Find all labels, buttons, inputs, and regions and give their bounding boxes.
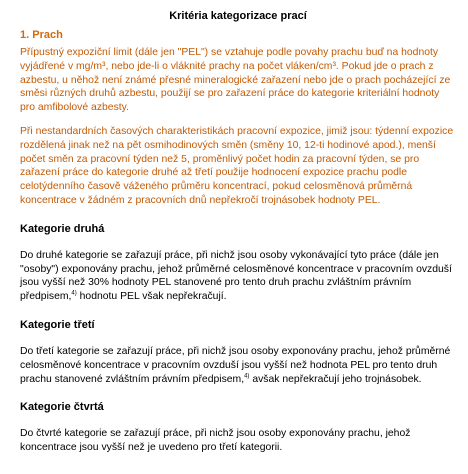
section-heading: 1. Prach bbox=[20, 29, 63, 41]
category-4-text-main: Do čtvrté kategorie se zařazují práce, při nichž jsou osoby exponovány prachu, jehož koncentrace jsou vyšší než je uvedeno pro třetí kategorii. bbox=[20, 428, 411, 454]
category-2-footnote-ref: 4) bbox=[71, 290, 77, 297]
document-title: Kritéria kategorizace prací bbox=[169, 10, 307, 22]
paragraph-pel-definition: Přípustný expoziční limit (dále jen "PEL") se vztahuje podle povahy prachu buď na hodnoty vyjádřené v mg/m³, nebo jde-li o vláknité prachy na počet vláken/cm³. Pokud jde o prach z azbestu, u něhož není známé přesné mineralogické zařazení nebo jde o prach pocházející ze směsi různých druhů azbestu, použijí se pro zařazení práce do kategorie kriteriální hodnoty pro amfibolové azbesty. bbox=[20, 47, 451, 114]
category-4-heading: Kategorie čtvrtá bbox=[20, 401, 104, 414]
category-2-text bbox=[20, 249, 456, 304]
paragraph-nonstandard-exposure: Při nestandardních časových charakteristikách pracovní expozice, jimiž jsou: týdenní expozice rozdělená jinak než na pět osmihodinových směn (směny 10, 12-ti hodinové apod.), menší počet směn za pracovní týden než 5, proměnlivý počet hodin za pracovní týden, se pro zařazení práce do kategorie druhé až třetí použije hodnocení expozice prachu podle celotýdenního časově váženého průměru koncentrací, pokud celosměnová průměrná koncentrace v žádném z pracovních dnů nepřekročí trojnásobek hodnoty PEL. bbox=[20, 125, 454, 206]
category-3-heading: Kategorie třetí bbox=[20, 318, 95, 331]
category-3-footnote-ref: 4) bbox=[244, 373, 250, 380]
category-2-text-end: hodnotu PEL však nepřekračují. bbox=[76, 291, 227, 303]
category-3-text-main: Do třetí kategorie se zařazují práce, při nichž jsou osoby exponovány prachu, jehož průměrné celosměnové koncentrace v pracovním ovzduší jsou vyšší než hodnota PEL pro tento druh prachu stanovené zvláštním právním předpisem, bbox=[20, 345, 451, 385]
category-2-text-main: Do druhé kategorie se zařazují práce, při nichž jsou osoby vykonávající tyto práce (dále jen "osoby") exponovány prachu, jehož průměrné celosměnové koncentrace v pracovním ovzduší jsou vyšší než 30% hodnoty PEL stanovené pro tento druh prachu zvláštním právním předpisem, bbox=[20, 249, 452, 303]
category-4-text bbox=[20, 427, 456, 455]
category-3-text bbox=[20, 345, 456, 386]
category-2-heading: Kategorie druhá bbox=[20, 222, 105, 235]
category-3-text-end: avšak nepřekračují jeho trojnásobek. bbox=[249, 373, 422, 385]
